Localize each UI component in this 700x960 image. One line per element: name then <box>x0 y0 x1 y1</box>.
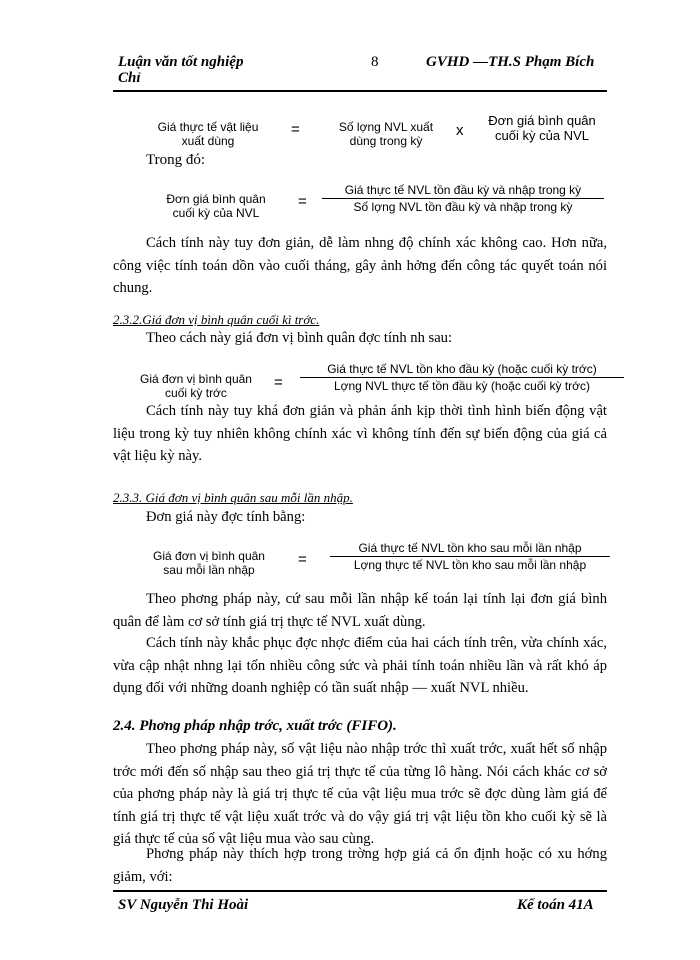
formula1-rhs-line1: Đơn giá bình quân <box>488 113 596 128</box>
footer-class: Kế toán 41A <box>517 897 594 913</box>
paragraph-2-4-a: Theo phơng pháp này, số vật liệu nào nhập trớc thì xuất trớc, xuất hết số nhập trớc mới đến số nhập sau theo giá trị thực tế của từng lô hàng. Nói cách khác cơ sở của phơng pháp này là giá trị thực tế của vật liệu mua trớc sẽ đợc dùng làm giá để tính giá trị thực tế vật liệu xuất trớc và do vậy giá trị vật liệu tồn kho cuối kỳ sẽ là giá thực tế của số vật liệu mua vào sau cùng. <box>113 741 607 847</box>
formula2-fraction <box>322 183 604 214</box>
section-2-3-2-intro: Theo cách này giá đơn vị bình quân đợc tính nh sau: <box>146 330 453 346</box>
formula3-numerator: Giá thực tế NVL tồn kho đầu kỳ (hoặc cuối kỳ trớc) <box>327 362 597 376</box>
formula1-lhs-line2: xuất dùng <box>181 134 235 148</box>
formula3-lhs-line1: Giá đơn vị bình quân <box>140 372 252 386</box>
trong-do-label: Trong đó: <box>146 152 206 168</box>
formula4-equals: = <box>298 551 307 568</box>
formula4-lhs-line2: sau mỗi lần nhập <box>163 563 255 577</box>
page-number: 8 <box>371 54 379 70</box>
formula2-fraction-bar <box>322 198 604 199</box>
formula3-fraction <box>300 362 624 393</box>
paragraph-2-4-b: Phơng pháp này thích hợp trong trờng hợp giá cả ổn định hoặc có xu hớng giảm, với: <box>113 846 607 885</box>
formula1-mid <box>324 120 448 148</box>
formula4-numerator: Giá thực tế NVL tồn kho sau mỗi lần nhập <box>358 541 582 555</box>
paragraph-2-3-2: Cách tính này tuy khá đơn giản và phản ánh kịp thời tình hình biến động vật liệu trong kỳ tuy nhiên không chính xác vì không tính đến sự biến động của giá cả vật liệu kỳ này. <box>113 403 607 464</box>
formula3-denominator: Lợng NVL thực tế tồn đầu kỳ (hoặc cuối kỳ trớc) <box>333 379 591 393</box>
formula2-equals: = <box>298 193 307 210</box>
header-title: Luận văn tốt nghiệp <box>118 54 244 70</box>
section-2-3-3-intro: Đơn giá này đợc tính bằng: <box>146 509 306 525</box>
paragraph-2-3-3-a: Theo phơng pháp này, cứ sau mỗi lần nhập kế toán lại tính lại đơn giá bình quân để làm cơ sở tính giá trị thực tế NVL xuất dùng. <box>113 591 607 630</box>
section-2-3-3-heading: 2.3.3. Giá đơn vị bình quân sau mỗi lần nhập. <box>113 490 353 505</box>
formula3-lhs-line2: cuối kỳ trớc <box>165 386 227 400</box>
section-2-3-2-heading: 2.3.2.Giá đơn vị bình quân cuối kì trớc. <box>113 312 320 327</box>
formula2-denominator: Số lợng NVL tồn đầu kỳ và nhập trong kỳ <box>353 200 573 214</box>
formula3-lhs <box>126 372 266 400</box>
formula2-lhs-line2: cuối kỳ của NVL <box>172 206 260 220</box>
formula1-equals: = <box>291 121 300 138</box>
section-2-4-heading: 2.4. Phơng pháp nhập trớc, xuất trớc (FIFO). <box>113 718 397 734</box>
formula4-denominator: Lợng thực tế NVL tồn kho sau mỗi lần nhập <box>353 558 587 572</box>
formula1-lhs <box>148 120 268 148</box>
formula4-fraction-bar <box>330 556 610 557</box>
formula4-fraction <box>330 541 610 572</box>
formula3-fraction-bar <box>300 377 624 378</box>
formula1-rhs-line2: cuối kỳ của NVL <box>495 128 589 143</box>
header-supervisor: GVHD —TH.S Phạm Bích <box>426 54 595 70</box>
header-rule <box>113 90 607 92</box>
formula1-rhs <box>478 113 606 143</box>
formula4-lhs <box>144 549 274 577</box>
header-title-continued: Chỉ <box>118 70 141 86</box>
footer-student: SV Nguyễn Thi Hoài <box>118 897 249 913</box>
paragraph-simple-method: Cách tính này tuy đơn giản, dễ làm nhng độ chính xác không cao. Hơn nữa, công việc tính toán dồn vào cuối tháng, gây ảnh hởng đến công tác quyết toán nói chung. <box>113 235 607 296</box>
formula4-lhs-line1: Giá đơn vị bình quân <box>153 549 265 563</box>
formula1-times: x <box>456 122 464 139</box>
formula2-lhs-line1: Đơn giá bình quân <box>166 192 266 206</box>
formula2-lhs <box>156 192 276 220</box>
formula2-numerator: Giá thực tế NVL tồn đầu kỳ và nhập trong kỳ <box>344 183 582 197</box>
formula1-mid-line2: dùng trong kỳ <box>349 134 423 148</box>
paragraph-2-3-3-b: Cách tính này khắc phục đợc nhợc điểm của hai cách tính trên, vừa chính xác, vừa cập nhật nhng lại tốn nhiều công sức và phải tính toán nhiều lần và rất khó áp dụng đối với những doanh nghiệp có tần suất nhập — xuất NVL nhiều. <box>113 635 607 696</box>
formula1-mid-line1: Số lợng NVL xuất <box>338 120 434 134</box>
formula1-lhs-line1: Giá thực tế vật liệu <box>157 120 259 134</box>
formula3-equals: = <box>274 374 283 391</box>
footer-rule <box>113 890 607 892</box>
